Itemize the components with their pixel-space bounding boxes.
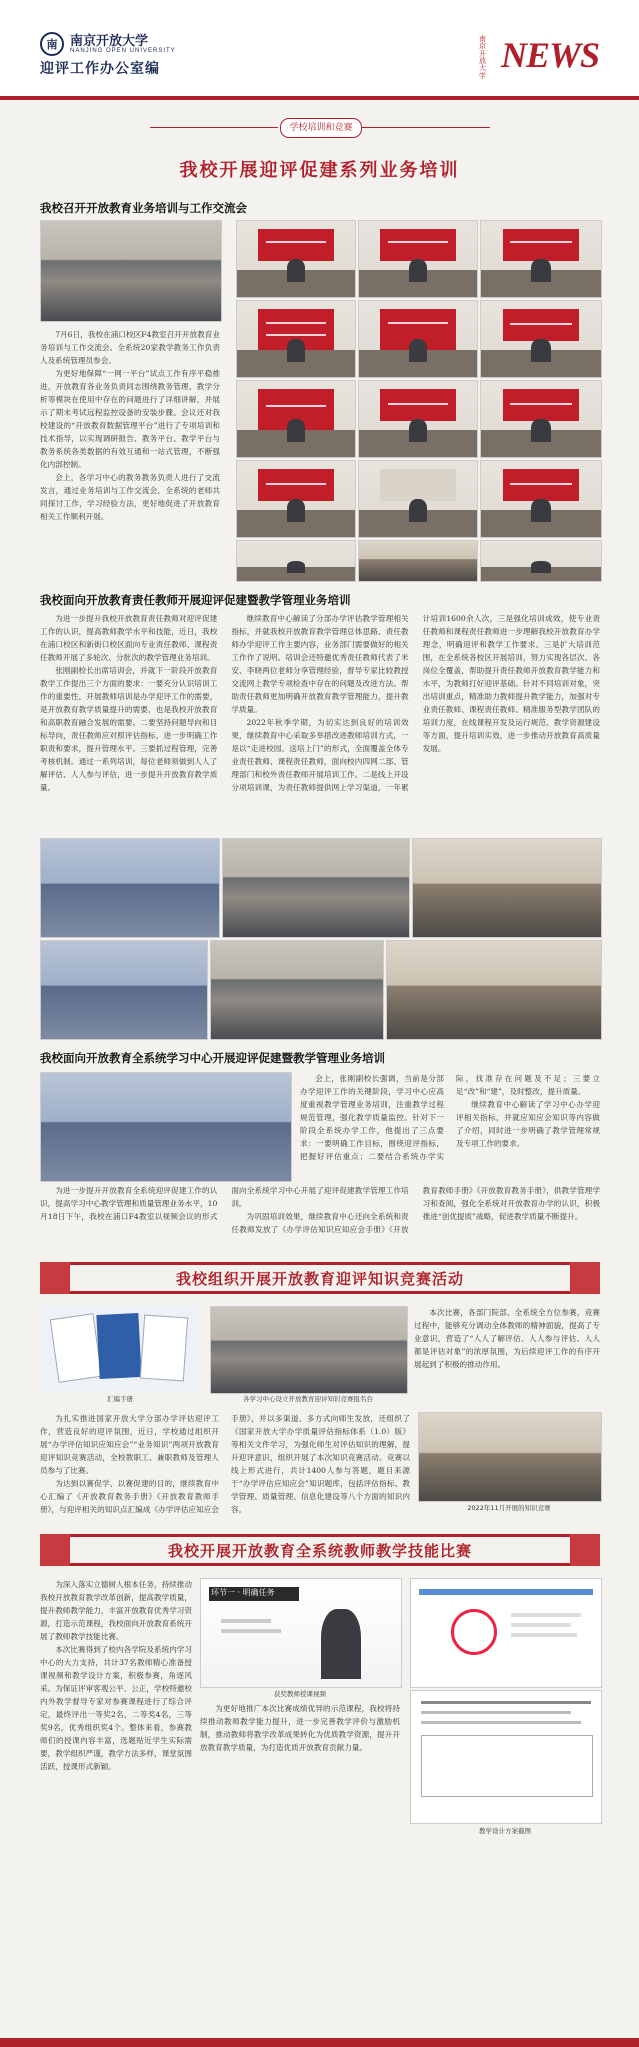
s1-grid-photo xyxy=(358,380,478,458)
s1-grid-photo xyxy=(358,220,478,298)
s1-body xyxy=(40,328,220,523)
s1-grid-photo xyxy=(236,460,356,538)
s4-banner xyxy=(40,1262,600,1294)
footer-bar xyxy=(0,2038,639,2047)
s1-grid-photo xyxy=(358,460,478,538)
university-name-cn: 南京开放大学 xyxy=(70,33,149,49)
s5-body-left xyxy=(40,1578,192,2018)
s4-photo-bottom xyxy=(418,1412,602,1502)
s1-grid-photo xyxy=(358,540,478,582)
university-name-en: NANJING OPEN UNIVERSITY xyxy=(70,47,176,54)
s5-design-caption: 教学设计方案截图 xyxy=(479,1827,531,1835)
s1-paragraph: 7月6日，我校在浦口校区F4教室召开开放教育业务培训与工作交流会。全系统20家教学教务工作负责人及系统管理员参会。 xyxy=(40,330,220,365)
s5-video-caption: 获奖教师授课视频 xyxy=(274,1690,326,1698)
s2-paragraph: 2022年秋季学期，为切实达到良好的培训效果，继续教育中心采取多举措改进教师培训方式，一是以“走进校园、送培上门”的形式，全面覆盖全体专业责任教师、课程责任教师，面向校内四网二部、管理部门和校外责任教师开展培训工作。二是线上开设分项培训课，为责任教师提供网上学习渠道，一年累计培训1600余人次，三是强化培训成效，使专业责任教师和课程责任教师进一步理解我校开放教育办学理念，明确迎评和教学工作要求。三是扩大培训范围，在全系统各校区开展培训，努力实现各层次、各岗位全覆盖，帮助提升责任教师开放教育教学能力和水平，为教师打好迎评基础。针对不同培训对象，突出培训重点，精准助力教师提升教学能力，加强对专业责任教师、课程责任教师、精准服务型教学团队的培训力度，在线课程开发及运行规范、教学资源建设等方面，提升培训实效，进一步推动开放教育高质量发展。 xyxy=(231,614,600,792)
header xyxy=(0,0,639,100)
s2-photo xyxy=(412,838,602,938)
s2-photo xyxy=(210,940,384,1040)
tag-line-right xyxy=(362,127,490,128)
s1-grid-photo xyxy=(236,300,356,378)
header-divider xyxy=(0,96,639,100)
s4-books-photo xyxy=(40,1306,200,1392)
tag-line-left xyxy=(150,127,278,128)
news-side-label: 南京开放大学 xyxy=(479,35,486,80)
university-seal-icon: 南 xyxy=(40,32,64,56)
s1-grid-photo xyxy=(480,540,602,582)
s2-photo xyxy=(40,838,220,938)
s5-screen-text: 环节一 · 明确任务 xyxy=(211,1588,275,1597)
s5-paragraph: 本次比赛得到了校内各学院及系统内学习中心的大力支持，共计37名教师精心准备授课视频和教学设计方案，积极参赛，角逐风采。为保证评审客观公平、公正，学校特邀校内外教学督导专家对参赛课程进行了综合评定，最终评出一等奖2名，二等奖4名，三等奖9名，优秀组织奖4个。整体来看，参赛教师们的授课内容丰富，选题贴近学生实际需要，教学组织严谨，教学方法多样，课堂氛围活跃，授课形式新颖。 xyxy=(40,1645,192,1771)
s5-body-center xyxy=(200,1702,400,1822)
university-logo xyxy=(40,32,176,56)
s3-paragraph: 会上，张刚副校长强调，当前是分部办学迎评工作的关键阶段，学习中心应高度重视教学管理业务培训，注重教学过程规范管理，强化教学质量监控。针对下一阶段全系统办学工作，他提出了三点要求：一要明确工作目标，围绕迎评指标，把握好评估重点；二要结合系统办学实际，找准存在问题及不足；三要立足“改”和“建”，及时整改，提升质量。 xyxy=(300,1074,600,1161)
s3-paragraph: 为进一步提升开放教育全系统迎评促建工作的认识，提高学习中心教学管理和质量管理业务水平，10月18日下午，我校在浦口F4教室以视频会议的形式面向全系统学习中心开展了迎评促建教学管理工作培训。 xyxy=(40,1186,409,1221)
s2-photo xyxy=(222,838,410,938)
s4-photo xyxy=(210,1306,408,1394)
s3-body-bottom xyxy=(40,1184,600,1248)
s5-paragraph: 为深入落实立德树人根本任务，持续推动我校开放教育教学改革创新，提高教学质量，提升教师教学能力，丰富开放教育优秀学习资源，打造示范课程，我校面向开放教育系统开展了教师教学技能比赛。 xyxy=(40,1580,192,1641)
s2-heading: 我校面向开放教育责任教师开展迎评促建暨教学管理业务培训 xyxy=(40,593,351,607)
section-tag: 学校培训和竞赛 xyxy=(280,118,362,138)
s4-paragraph: 为达到以赛促学、以赛促建的目的，继续教育中心汇编了《开放教育教务手册》《开放教育教师手册》，与迎评相关的知识点汇编成《办学评估应知应会手册》，并以多渠道、多方式向师生发放，还组织了《国家开放大学办学质量评估指标体系（1.0）版》等相关文件学习，为强化师生对评估知识的理解，提升迎评意识，组织开展了本次知识竞赛活动。竞赛以线上形式进行，共计1400人参与答题，题目来源于“办学评估应知应会”知识题库，包括评估指标、教学管理、质量管理、信息化建设等八个方面的知识内容。 xyxy=(40,1414,410,1514)
s1-main-photo xyxy=(40,220,222,322)
s2-photo xyxy=(40,940,208,1040)
s1-grid-photo xyxy=(480,380,602,458)
s2-paragraph: 继续教育中心解读了分部办学评估教学管理相关指标，并就我校开放教育教学管理总体思路、责任教师办学迎评工作主要内容，业务部门需要做好的相关工作作了说明。培训会还特邀优秀责任教师代表了米安、李晓两位老师分享管理经验，督导专家比较教授交流网上教学专项检查中存在的问题及改进方法。帮助责任教师更加明确开放教育教学管理能力，提升教学质量。 xyxy=(231,614,409,714)
s1-paragraph: 会上，各学习中心的教务教务负责人进行了交流发言，通过业务培训与工作交流会，全系统的老师共同探讨工作，学习经验方法，更好地促进了开放教育相关工作顺利开展。 xyxy=(40,473,220,521)
s3-heading: 我校面向开放教育全系统学习中心开展迎评促建暨教学管理业务培训 xyxy=(40,1051,385,1065)
s4-books-caption: 汇编手册 xyxy=(107,1395,133,1403)
s1-grid-photo xyxy=(236,220,356,298)
s1-grid-photo xyxy=(480,460,602,538)
s5-banner xyxy=(40,1534,600,1566)
s2-body xyxy=(40,612,600,834)
s1-grid-photo xyxy=(480,220,602,298)
s1-paragraph: 为更好地保障“一网一平台”试点工作有序平稳推进，开放教育各业务负责同志围绕教务管理、教学分析等模块在使用中存在的问题进行了详细讲解，并展示了期末考试远程监控设备的安装步骤。会议还对我校建设的“开放教育数据管理平台”进行了专项培训和技术指导，以实现调研报告、教务平台、教学平台与教务系统各类数据的有效互通和一站式管理，不断强化内部控制。 xyxy=(40,369,220,469)
s2-photo xyxy=(386,940,602,1040)
s4-photo-caption: 各学习中心设立开放教育迎评知识竞赛报名台 xyxy=(243,1395,373,1403)
s4-body-right xyxy=(414,1306,600,1408)
s5-design-doc xyxy=(410,1690,602,1824)
s5-video-photo xyxy=(200,1578,402,1688)
s4-body-left xyxy=(40,1412,410,1518)
s5-banner-title: 我校开展开放教育全系统教师教学技能比赛 xyxy=(70,1537,570,1563)
s2-paragraph: 为进一步提升我校开放教育责任教师对迎评促建工作的认识，提高教师教学水平和技能，近日，我校在浦口校区和新街口校区面向专业责任教师、课程责任教师开展了多轮次、分批次的教学管理业务培训。 xyxy=(40,614,218,662)
s5-paragraph: 为更好地推广本次比赛成绩优异的示范课程，我校将持续推动教师教学能力提升，进一步完善教学评价与激励机制，推动教师将教学改革成果转化为优质教学资源，提升开放教育教学质量，为打造优质开放教育贡献力量。 xyxy=(200,1704,400,1752)
s4-paragraph: 为扎实推进国家开放大学分部办学评估迎评工作，营造良好的迎评氛围，近日，学校通过组织开展“办学评估知识应知应会”“业务知识”两项开放教育迎评知识竞赛活动，全校教职工、兼职教师及管理人员参与了比赛。 xyxy=(40,1414,219,1475)
office-name: 迎评工作办公室编 xyxy=(40,61,160,77)
s4-banner-title: 我校组织开展开放教育迎评知识竞赛活动 xyxy=(70,1265,570,1291)
s5-slide-photo xyxy=(410,1578,602,1688)
s1-heading: 我校召开开放教育业务培训与工作交流会 xyxy=(40,201,247,215)
s3-photo xyxy=(40,1072,292,1182)
s3-paragraph: 继续教育中心解读了学习中心办学迎评相关指标，并就应知应会知识等内容做了介绍，同时进一步明确了教学管理常规及专项工作的要求。 xyxy=(456,1100,600,1148)
s1-grid-photo xyxy=(480,300,602,378)
s3-body-right xyxy=(300,1072,600,1180)
news-title: NEWS xyxy=(500,35,599,75)
s1-grid-photo xyxy=(236,380,356,458)
main-title: 我校开展迎评促建系列业务培训 xyxy=(179,160,460,181)
s3-paragraph: 为巩固培训效果，继续教育中心还向全系统和责任教师发放了《办学评估知识应知应会手册》《开放教育教师手册》《开放教育教务手册》，供教学管理学习和查阅，强化全系统对开放教育办学的认识，积极推进“创优提质”战略，促进教学质量不断提升。 xyxy=(231,1186,600,1234)
s1-grid-photo xyxy=(236,540,356,582)
s1-grid-photo xyxy=(358,300,478,378)
s2-paragraph: 张刚副校长出席培训会，并就下一阶段开放教育教学工作提出三个方面的要求：一要充分认识培训工作的重要性，开展教师培训是办学迎评工作的需要，是开放教育教学质量提升的需要，也是我校开放教育和高职教育融合发展的需要。二要坚持问题导向和目标导向，责任教师应对照评估指标，进一步明确工作职责和要求，提升管理水平。三要抓过程管理，完善考核机制。通过一系列培训，每位老师须做到人人了解评估、人人参与评估，进一步提升开放教育教学质量。 xyxy=(40,666,218,792)
s4-paragraph: 本次比赛，各部门院部、全系统全方位参赛，竞赛过程中，能够充分调动全体教师的精神面貌，提高了专业意识，营造了“人人了解评估、人人参与评估、人人都是评估对象”的浓厚氛围，为后续迎评工作的有序开展起到了积极的推动作用。 xyxy=(414,1308,600,1369)
s4-bottom-caption: 2022年11月开展的知识竞赛 xyxy=(467,1504,551,1512)
